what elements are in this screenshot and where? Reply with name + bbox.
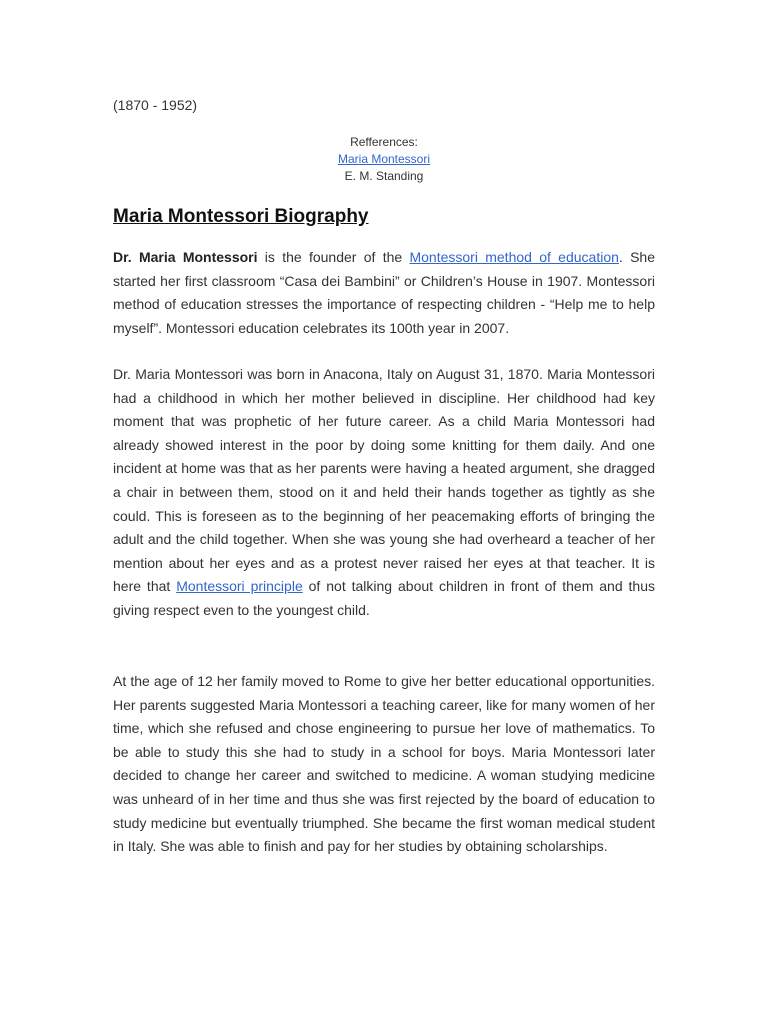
para1-text-a: is the founder of the <box>257 249 410 265</box>
page-title: Maria Montessori Biography <box>113 206 369 227</box>
references-block <box>0 134 768 185</box>
paragraph-intro <box>113 246 655 340</box>
bold-name: Dr. Maria Montessori <box>113 249 258 265</box>
references-label: Refferences: <box>350 135 418 149</box>
paragraph-childhood <box>113 363 655 623</box>
link-montessori-method[interactable]: Montessori method of education <box>409 249 619 265</box>
para2-text-b: of not talking about children in front of them and thus giving respect even to the youngest child. <box>113 578 656 618</box>
para1-text-b: . She started her first classroom “Casa dei Bambini” or Children’s House in 1907. Montessori method of education stresses the importance of respecting children - “Help me to help myself”. Montessori education celebrates its 100th year in 2007. <box>113 249 655 336</box>
para2-text-a: Dr. Maria Montessori was born in Anacona, Italy on August 31, 1870. Maria Montessori had a childhood in which her mother believed in discipline. Her childhood had key moment that was prophetic of her future career. As a child Maria Montessori had already showed interest in the poor by doing some knitting for them daily. And one incident at home was that as her parents were having a heated argument, she dragged a chair in between them, stood on it and held their hands together as tightly as she could. This is foreseen as to the beginning of her peacemaking efforts of bringing the adult and the child together. When she was young she had overheard a teacher of her mention about her eyes and as a protest never raised her eyes at that teacher. It is here that <box>113 366 655 595</box>
reference-author: E. M. Standing <box>344 169 424 183</box>
paragraph-education: At the age of 12 her family moved to Rome to give her better educational opportunities. Her parents suggested Maria Montessori a teaching career, like for many women of her time, which she refused and chose engineering to pursue her love of mathematics. To be able to study this she had to study in a school for boys. Maria Montessori later decided to change her career and switched to medicine. A woman studying medicine was unheard of in her time and thus she was first rejected by the board of education to study medicine but eventually triumphed. She became the first woman medical student in Italy. She was able to finish and pay for her studies by obtaining scholarships. <box>113 673 655 855</box>
years-span: (1870 - 1952) <box>113 97 198 113</box>
reference-link-maria-montessori[interactable]: Maria Montessori <box>337 152 431 166</box>
link-montessori-principle[interactable]: Montessori principle <box>176 578 303 595</box>
